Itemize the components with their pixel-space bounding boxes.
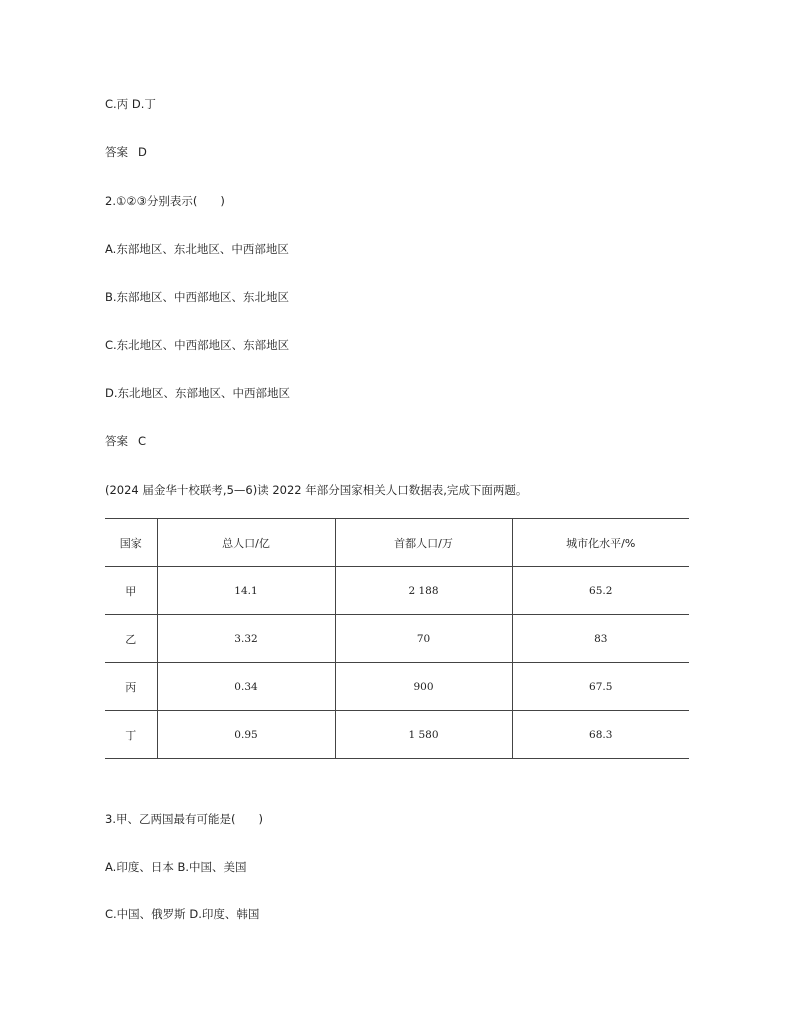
question-2-option-b: B.东部地区、中西部地区、东北地区 — [105, 290, 290, 304]
answer-label: 答案 — [105, 145, 128, 159]
cell-country: 丁 — [105, 711, 157, 759]
header-country: 国家 — [105, 519, 157, 567]
header-total-population: 总人口/亿 — [157, 519, 335, 567]
question-3-options-ab: A.印度、日本 B.中国、美国 — [105, 860, 247, 874]
table-header-row — [105, 519, 689, 567]
cell-total-population: 3.32 — [157, 615, 335, 663]
cell-capital-population: 1 580 — [335, 711, 512, 759]
table-intro: (2024 届金华十校联考,5—6)读 2022 年部分国家相关人口数据表,完成下面两题。 — [105, 483, 528, 497]
table-row — [105, 663, 689, 711]
cell-total-population: 0.95 — [157, 711, 335, 759]
question-3-options-cd: C.中国、俄罗斯 D.印度、韩国 — [105, 907, 260, 921]
cell-capital-population: 70 — [335, 615, 512, 663]
question-2: 2.①②③分别表示( ) — [105, 194, 225, 208]
answer-value: D — [138, 145, 147, 159]
table-row — [105, 567, 689, 615]
table-row — [105, 615, 689, 663]
question-3: 3.甲、乙两国最有可能是( ) — [105, 812, 263, 826]
cell-capital-population: 2 188 — [335, 567, 512, 615]
question-2-option-c: C.东北地区、中西部地区、东部地区 — [105, 338, 290, 352]
header-urbanization: 城市化水平/% — [512, 519, 689, 567]
cell-capital-population: 900 — [335, 663, 512, 711]
answer-value: C — [138, 434, 147, 448]
answer-1 — [105, 144, 147, 160]
cell-country: 乙 — [105, 615, 157, 663]
header-capital-population: 首都人口/万 — [335, 519, 512, 567]
cell-country: 甲 — [125, 584, 137, 598]
cell-urbanization: 65.2 — [512, 567, 689, 615]
cell-country: 丙 — [105, 663, 157, 711]
cell-total-population: 14.1 — [157, 567, 335, 615]
cell-urbanization: 83 — [512, 615, 689, 663]
cell-total-population: 0.34 — [157, 663, 335, 711]
table-row — [105, 711, 689, 759]
population-table — [105, 518, 689, 759]
question-2-option-d: D.东北地区、东部地区、中西部地区 — [105, 386, 291, 400]
question-2-option-a: A.东部地区、东北地区、中西部地区 — [105, 242, 289, 256]
answer-2 — [105, 433, 146, 449]
answer-label: 答案 — [105, 434, 128, 448]
cell-urbanization: 67.5 — [512, 663, 689, 711]
cell-urbanization: 68.3 — [512, 711, 689, 759]
option-c-d-line: C.丙 D.丁 — [105, 97, 156, 111]
